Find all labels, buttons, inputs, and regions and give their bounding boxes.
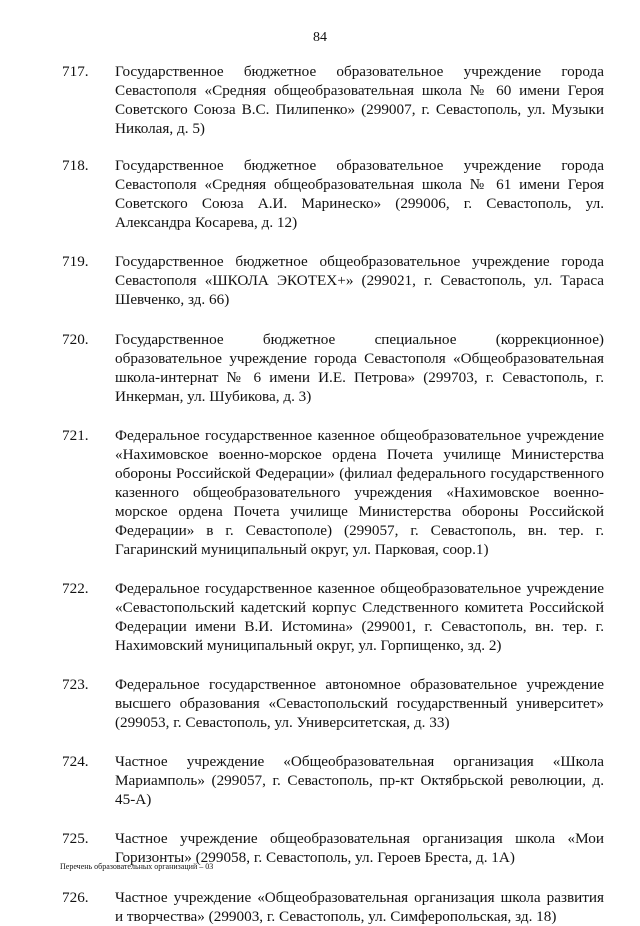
entry-text: Федеральное государственное автономное образовательное учреждение высшего образования «Севастопольский государственный университет» (299053, г. Севастополь, ул. Университетская, д. 33) [115,676,604,731]
entry-number: 724. [62,753,89,770]
list-item [62,156,604,232]
entry-number: 722. [62,580,89,597]
list-item [62,252,604,309]
page-number: 84 [313,30,327,45]
list-item [62,752,604,809]
page-footer: Перечень образовательных организаций – 03 [60,862,214,871]
entry-text: Частное учреждение «Общеобразовательная организация «Школа Мариамполь» (299057, г. Севастополь, пр-кт Октябрьской революции, д. 45-А) [115,753,604,808]
entry-text: Государственное бюджетное образовательное учреждение города Севастополя «Средняя общеобразовательная школа № 60 имени Героя Советского Союза В.С. Пилипенко» (299007, г. Севастополь, ул. Музыки Николая, д. 5) [115,63,604,137]
list-item [62,330,604,406]
entry-text: Государственное бюджетное образовательное учреждение города Севастополя «Средняя общеобразовательная школа № 61 имени Героя Советского Союза А.И. Маринеско» (299006, г. Севастополь, ул. Александра Косарева, д. 12) [115,157,604,231]
list-item [62,579,604,655]
list-item [62,675,604,732]
entry-number: 719. [62,253,89,270]
entry-number: 726. [62,889,89,906]
entry-number: 721. [62,427,89,444]
entry-number: 723. [62,676,89,693]
list-item [62,888,604,926]
entry-number: 717. [62,63,89,80]
entry-text: Государственное бюджетное общеобразовательное учреждение города Севастополя «ШКОЛА ЭКОТЕХ+» (299021, г. Севастополь, ул. Тараса Шевченко, зд. 66) [115,253,604,308]
entry-text: Федеральное государственное казенное общеобразовательное учреждение «Нахимовское военно-морское ордена Почета училище Министерства обороны Российской Федерации» (филиал федерального государственного казенного общеобразовательного учреждения «Нахимовское военно-морское ордена Почета училище Министерства обороны Российской Федерации» в г. Севастополе) (299057, г. Севастополь, вн. тер. г. Гагаринский муниципальный округ, ул. Парковая, соор.1) [115,427,604,558]
list-item [62,62,604,138]
entry-number: 725. [62,830,89,847]
entry-number: 720. [62,331,89,348]
entry-number: 718. [62,157,89,174]
entry-text: Частное учреждение общеобразовательная организация школа «Мои Горизонты» (299058, г. Севастополь, ул. Героев Бреста, д. 1А) [115,830,604,866]
entry-text: Частное учреждение «Общеобразовательная организация школа развития и творчества» (299003, г. Севастополь, ул. Симферопольская, зд. 18) [115,889,604,925]
entry-list [62,62,604,926]
list-item [62,426,604,559]
entry-text: Федеральное государственное казенное общеобразовательное учреждение «Севастопольский кадетский корпус Следственного комитета Российской Федерации имени В.И. Истомина» (299001, г. Севастополь, вн. тер. г. Нахимовский муниципальный округ, ул. Горпищенко, зд. 2) [115,580,604,654]
entry-text: Государственное бюджетное специальное (коррекционное) образовательное учреждение города Севастополя «Общеобразовательная школа-интернат № 6 имени И.Е. Петрова» (299703, г. Севастополь, г. Инкерман, ул. Шубикова, д. 3) [115,331,604,405]
